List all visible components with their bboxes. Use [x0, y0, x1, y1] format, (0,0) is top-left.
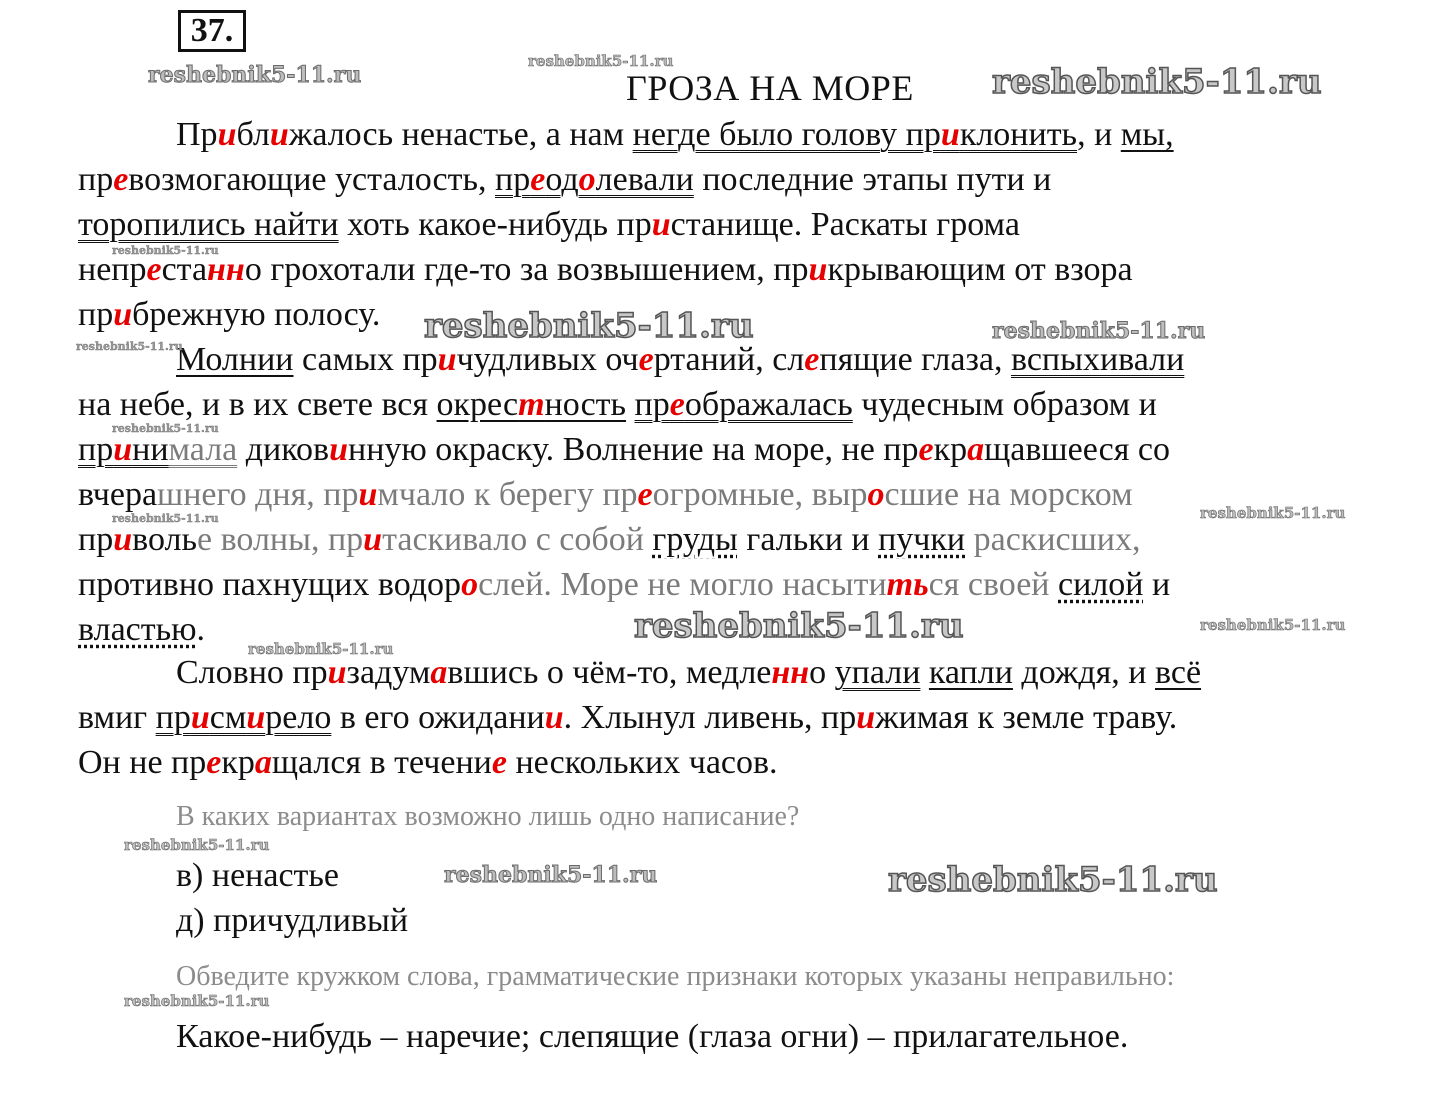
paragraph-3: Словно призадумавшись о чём-то, медленно упали капли дождя, и всё вмиг присмирело в его ожидании. Хлынул ливень, прижимая к земле траву. Он не прекращался в течение нескольких часов. — [78, 654, 1202, 781]
watermark: reshebnik5-11.ru — [888, 860, 1218, 900]
watermark: reshebnik5-11.ru — [634, 606, 964, 646]
question-1: В каких вариантах возможно лишь одно написание? — [176, 801, 800, 832]
watermark: reshebnik5-11.ru — [1200, 616, 1346, 634]
watermark: reshebnik5-11.ru — [124, 992, 270, 1010]
watermark: reshebnik5-11.ru — [248, 640, 394, 658]
watermark: reshebnik5-11.ru — [992, 318, 1206, 344]
answer-option-v: в) ненастье — [176, 857, 339, 894]
watermark: reshebnik5-11.ru — [112, 422, 219, 435]
watermark: reshebnik5-11.ru — [76, 340, 183, 353]
watermark: reshebnik5-11.ru — [112, 512, 219, 525]
paragraph-2: Молнии самых причудливых очертаний, слепящие глаза, вспыхивали на небе, и в их свете вся окрестность преображалась чудесным образом и принимала диковинную окраску. Волнение на море, не прекращавшееся со вчерашнего дня, примчало к берегу преогромные, выросшие на морском приволье волны, притаскивало с собой груды гальки и пучки раскисших, противно пахнущих водорослей. Море не могло насытиться своей силой и властью. — [78, 341, 1185, 648]
answer-2: Какое-нибудь – наречие; слепящие (глаза огни) – прилагательное. — [176, 1018, 1129, 1055]
page-title: ГРОЗА НА МОРЕ — [626, 68, 914, 108]
watermark: reshebnik5-11.ru — [124, 836, 270, 854]
watermark: reshebnik5-11.ru — [148, 62, 362, 88]
watermark: reshebnik5-11.ru — [528, 52, 674, 70]
answer-option-d: д) причудливый — [176, 902, 409, 939]
watermark: reshebnik5-11.ru — [444, 862, 658, 888]
watermark: reshebnik5-11.ru — [992, 62, 1322, 102]
watermark: reshebnik5-11.ru — [112, 244, 219, 257]
exercise-number: 37. — [178, 10, 246, 52]
question-2: Обведите кружком слова, грамматические признаки которых указаны неправильно: — [176, 961, 1175, 992]
paragraph-1: Приближалось ненастье, а нам негде было голову приклонить, и мы, превозмогающие усталость, преодолевали последние этапы пути и торопились найти хоть какое-нибудь пристанище. Раскаты грома непрестанно грохотали где-то за возвышением, прикрывающим от взора прибрежную полосу. — [78, 116, 1174, 333]
watermark: reshebnik5-11.ru — [424, 306, 754, 346]
watermark: reshebnik5-11.ru — [1200, 504, 1346, 522]
